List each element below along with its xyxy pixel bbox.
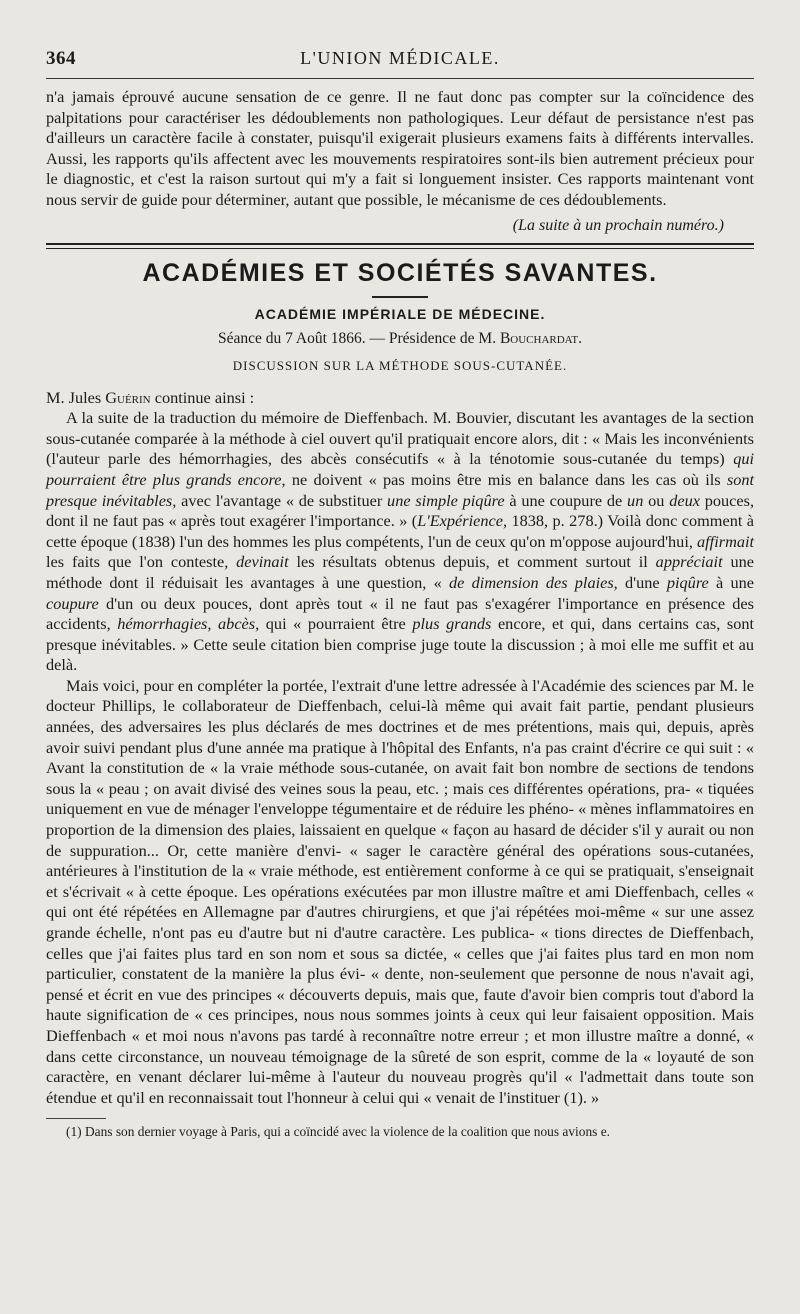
- president-name: Bouchardat.: [499, 329, 583, 347]
- speaker-suffix: continue ainsi :: [154, 387, 255, 407]
- page-header: [46, 38, 754, 78]
- title-underline: [372, 296, 428, 298]
- academy-name: ACADÉMIE IMPÉRIALE DE MÉDECINE.: [254, 305, 546, 322]
- preceding-article-paragraph: n'a jamais éprouvé aucune sensation de ce genre. Il ne faut donc pas compter sur la coïncidence des palpitations pour caractériser les dédoublements non pathologiques. Leur défaut de persistance n'est pas d'ailleurs un caractère facile à constater, puisqu'il exigerait plusieurs examens faits à différents intervalles. Aussi, les rapports qu'ils affectent avec les mouvements respiratoires sont-ils bien autrement précieux pour le diagnostic, et c'est la raison surtout qui m'y a fait si longuement insister. Ces rapports maintenant vont nous servir de guide pour déterminer, autant que possible, le mécanisme de ces dédoublements.: [46, 87, 754, 209]
- body-paragraph-2: Mais voici, pour en compléter la portée, l'extrait d'une lettre adressée à l'Académie des sciences par M. le docteur Phillips, le collaborateur de Dieffenbach, celui-là même qui avait fait partie, pendant plusieurs années, des adversaires les plus déclarés de mes doctrines et de mes prétentions, mais qui, depuis, après avoir suivi pendant plus d'une année ma pratique à l'hôpital des Enfants, n'a pas craint d'écrire ce qui suit : « Avant la constitution de « la vraie méthode sous-cutanée, on avait fait bon nombre de sections de tendons sous la « peau ; on avait divisé des veines sous la peau, etc. ; mais ces différentes opérations, pra- « tiquées uniquement en vue de ménager l'enveloppe tégumentaire et de réduire les phéno- « mènes inflammatoires en proportion de la dimension des plaies, laissaient en quelque « façon au hasard de décider s'il y aurait ou non de suppuration... Or, cette manière d'envi- « sager le caractère général des opérations sous-cutanées, antérieures à l'institution de la « vraie méthode, est entièrement conforme à ce qui se pratiquait, s'enseignait et s'écrivait « à cette époque. Les opérations exécutées par mon illustre maître et ami Dieffenbach, celles « qui ont été répétées en Allemagne par d'autres chirurgiens, et que j'ai répétées moi-même « sur une assez grande échelle, n'ont pas eu d'autre but ni d'autre caractère. Les publica- « tions directes de Dieffenbach, celles que j'ai faites plus tard en son nom et sous sa dictée, « celles que j'ai faites plus tard en mon nom particulier, constatent de la manière la plus évi- « dente, non-seulement que personne de nous n'avait agi, pensé et écrit en vue des principes « découverts depuis, mais que, faute d'avoir bien compris tout d'abord la haute signification de « ces principes, nous nous sommes joints à ceux qui leur faisaient opposition. Mais Dieffenbach « et moi nous n'avons pas tardé à reconnaître notre erreur ; et mon illustre maître a donné, « dans cette circonstance, un nouveau témoignage de la sûreté de son esprit, comme de la « loyauté de son caractère, en venant déclarer lui-même à l'auteur du nouveau progrès qu'il « l'admettait dans toute son étendue et qu'il en reconnaissait tout l'honneur à celui qui « venait de l'instituer (1). »: [46, 675, 754, 1107]
- body-paragraph-1: A la suite de la traduction du mémoire de Dieffenbach. M. Bouvier, discutant les avantages de la section sous-cutanée comparée à la méthode à ciel ouvert qu'il pratiquait encore alors, dit : « Mais les inconvénients (l'auteur parle des hémorrhagies, des abcès consécutifs « à la ténotomie sous-cutanée du temps) qui pourraient être plus grands encore, ne doivent « pas moins être mis en balance dans les cas où ils sont presque inévitables, avec l'avantage « de substituer une simple piqûre à une coupure de un ou deux pouces, dont il ne faut pas « après tout exagérer l'importance. » (L'Expérience, 1838, p. 278.) Voilà donc comment à cette époque (1838) l'un des hommes les plus compétents, l'un de ceux qu'on m'oppose aujourd'hui, affirmait les faits que l'on conteste, devinait les résultats obtenus depuis, et comment surtout il appréciait une méthode dont il réduisait les avantages à une question, « de dimension des plaies, d'une piqûre à une coupure d'un ou deux pouces, dont après tout « il ne faut pas s'exagérer l'importance en présence des accidents, hémorrhagies, abcès, qui « pourraient être plus grands encore, et qui, dans certains cas, sont presque inévitables. » Cette seule citation bien comprise juge toute la discussion ; à moi elle me suffit et au delà.: [46, 408, 755, 675]
- section-divider: [46, 243, 754, 249]
- continuation-note: (La suite à un prochain numéro.): [512, 216, 724, 234]
- speaker-prefix: M. Jules: [46, 387, 102, 407]
- discussion-title: DISCUSSION SUR LA MÉTHODE SOUS-CUTANÉE.: [232, 357, 568, 373]
- running-title: L'UNION MÉDICALE.: [300, 48, 500, 68]
- header-rule: [46, 78, 754, 79]
- speaker-name: Guérin: [105, 387, 151, 407]
- session-date: Séance du 7 Août 1866. — Présidence de M.: [217, 329, 497, 347]
- speaker-intro: [46, 388, 754, 409]
- section-title: ACADÉMIES ET SOCIÉTÉS SAVANTES.: [142, 258, 658, 287]
- footnote: (1) Dans son dernier voyage à Paris, qui a coïncidé avec la violence de la coalition que nous avions e.: [66, 1124, 610, 1140]
- footnote-rule: [46, 1118, 106, 1119]
- session-line: [46, 330, 754, 348]
- page-number: 364: [46, 48, 76, 69]
